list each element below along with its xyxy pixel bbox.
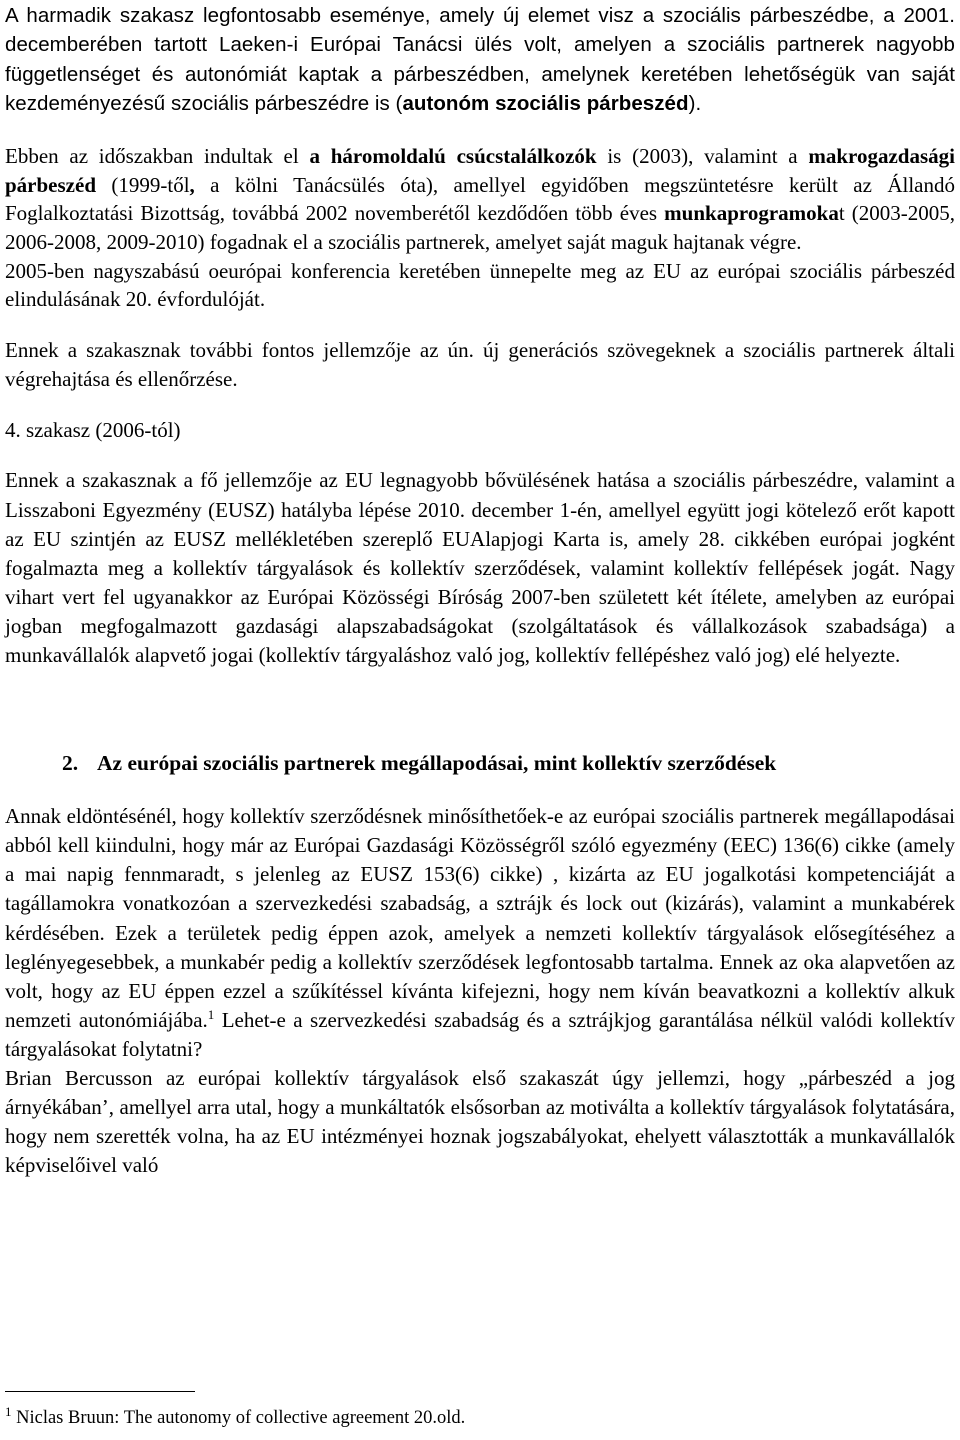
paragraph-text: ). <box>688 91 702 115</box>
paragraph-text: (1999-től <box>96 172 190 197</box>
heading-title: Az európai szociális partnerek megállapodásai, mint kollektív szerződések <box>97 751 777 776</box>
footnote-separator <box>5 1391 195 1392</box>
paragraph-text: Lehet-e a szervezkedési szabadság és a sztrájkjog garantálása nélkül valódi kollektív tárgyalásokat folytatni? <box>5 1007 955 1061</box>
paragraph-tripartite <box>5 142 955 256</box>
paragraph-text: Annak eldöntésénél, hogy kollektív szerződésnek minősíthetőek-e az európai szociális partnerek megállapodásai abból kell kiindulni, hogy már az Európai Gazdasági Közösségről szóló egyezmény (EEC) 136(6) cikke (amely a mai napig fennmaradt, s jelenleg az EUSZ 153(6) cikke) , kizárta az EU jogalkotási kompetenciáját a tagállamokra vonatkozóan a szervezkedési szabadság, a sztrájk és lock out (kizárás), valamint a munkabérek kérdésében. Ezek a területek pedig éppen azok, amelyek a nemzeti kollektív tárgyalások elősegítéséhez a leglényegesebbek, a munkabér pedig a kollektív szerződések legfontosabb tartalma. Ennek az oka alapvetően az volt, hogy az EU éppen ezzel a szűkítéssel kívánta kifejezni, hogy nem kíván beavatkozni a kollektív alkuk nemzeti autonómiájába. <box>5 804 955 1032</box>
paragraph-text: t (2003-2005, 2006-2008, 2009-2010) fogadnak el a szociális partnerek, amelyet saját maguk hajtanak végre. <box>5 201 955 254</box>
paragraph-eec-136 <box>5 802 955 1064</box>
footnote <box>5 1403 466 1430</box>
paragraph-anniversary: 2005-ben nagyszabású oeurópai konferencia keretében ünnepelte meg az EU az európai szociális párbeszéd elindulásának 20. évfordulóját. <box>5 258 955 312</box>
heading-number: 2. <box>62 751 79 776</box>
paragraph-laeken <box>5 0 955 118</box>
bold-term: a háromoldalú csúcstalálkozók <box>309 144 597 169</box>
paragraph-enlargement: Ennek a szakasznak a fő jellemzője az EU legnagyobb bővülésének hatása a szociális párbeszédre, valamint a Lisszaboni Egyezmény (EUSZ) hatályba lépése 2010. december 1-én, amellyel együtt jogi kötelező erőt kapott az EU szintjén az EUSZ mellékletében szereplő EUAlapjogi Karta is, amely 28. cikkében európai jogként fogalmazta meg a kollektív tárgyalások és kollektív szerződések, valamint kollektív fellépések jogát. Nagy vihart vert fel ugyanakkor az Európai Közösségi Bíróság 2007-ben született két ítélete, amelyben az európai jogban megfogalmazott gazdasági alapszabadságokat (szolgáltatások és vállalkozások szabadsága) a munkavállalók alapvető jogai (kollektív tárgyaláshoz való jog, kollektív fellépéshez való jog) elé helyezte. <box>5 468 955 668</box>
footnote-text: Niclas Bruun: The autonomy of collective agreement 20.old. <box>11 1408 466 1428</box>
bold-term: munkaprogramoka <box>664 201 839 226</box>
section-heading-2 <box>62 748 955 778</box>
footnote-mark: 1 <box>5 1403 12 1419</box>
paragraph-text: is (2003), valamint a <box>596 144 809 169</box>
bold-term: , <box>189 172 195 197</box>
paragraph-text: a kölni Tanácsülés óta), amellyel egyidőben megszüntetésre került az Állandó Foglalkoztatási Bizottság, továbbá 2002 novemberétől kezdődően több éves <box>5 172 955 226</box>
section-4-title: 4. szakasz (2006-tól) <box>5 417 181 442</box>
bold-term: makrogazdasági párbeszéd <box>5 144 955 197</box>
document-body <box>5 0 955 1180</box>
footnote-reference[interactable]: 1 <box>207 1006 215 1022</box>
paragraph-new-generation: Ennek a szakasznak további fontos jellemzője az ún. új generációs szövegeknek a szociális partnerek általi végrehajtása és ellenőrzése. <box>5 337 955 391</box>
paragraph-bercusson: Brian Bercusson az európai kollektív tárgyalások első szakaszát úgy jellemzi, hogy „párbeszéd a jog árnyékában’, amellyel arra utal, hogy a munkáltatók elsősorban az motiválta a kollektív tárgyalások folytatására, hogy nem szerették volna, ha az EU intézményei hoznak jogszabályokat, ehelyett választották a munkavállalók képviselőivel való <box>5 1065 955 1178</box>
paragraph-text: Ebben az időszakban indultak el <box>5 144 310 169</box>
paragraph-text: A harmadik szakasz legfontosabb eseménye, amely új elemet visz a szociális párbeszédbe, a 2001. decemberében tartott Laeken-i Európai Tanácsi ülés volt, amelyen a szociális partnerek nagyobb függetlenséget és autonómiát kaptak a párbeszédben, amelynek keretében lehetőségük van saját kezdeményezésű szociális párbeszédre is ( <box>5 4 955 115</box>
bold-term: autonóm szociális párbeszéd <box>402 91 689 115</box>
